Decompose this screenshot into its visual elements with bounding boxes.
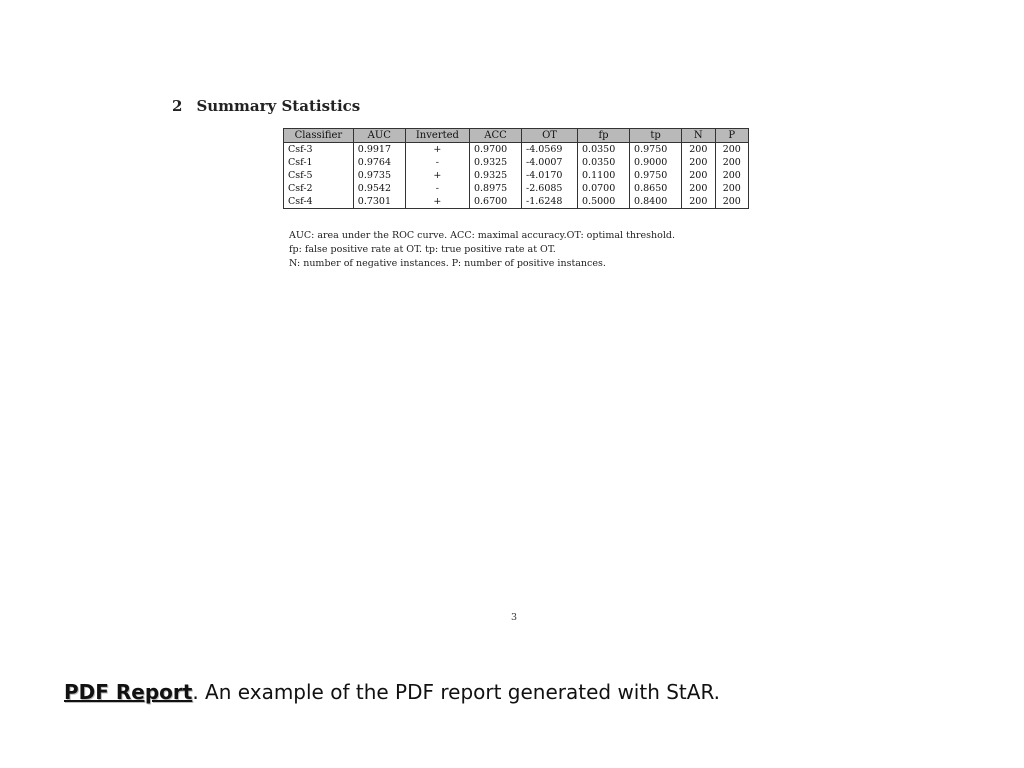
cell-p: 200 bbox=[715, 143, 748, 157]
cell-auc: 0.9735 bbox=[353, 169, 405, 182]
cell-inverted: + bbox=[405, 143, 469, 157]
cell-inverted: - bbox=[405, 182, 469, 195]
header-p: P bbox=[715, 129, 748, 143]
cell-ot: -4.0569 bbox=[522, 143, 578, 157]
header-acc: ACC bbox=[469, 129, 521, 143]
cell-auc: 0.9917 bbox=[353, 143, 405, 157]
cell-classifier: Csf-4 bbox=[284, 195, 354, 209]
header-ot: OT bbox=[522, 129, 578, 143]
cell-n: 200 bbox=[682, 195, 715, 209]
cell-tp: 0.9750 bbox=[630, 169, 682, 182]
cell-auc: 0.9764 bbox=[353, 156, 405, 169]
header-classifier: Classifier bbox=[284, 129, 354, 143]
cell-classifier: Csf-3 bbox=[284, 143, 354, 157]
table-notes bbox=[289, 229, 675, 271]
table-row bbox=[284, 143, 749, 157]
table-row bbox=[284, 156, 749, 169]
cell-n: 200 bbox=[682, 182, 715, 195]
summary-table bbox=[283, 128, 749, 209]
header-n: N bbox=[682, 129, 715, 143]
cell-acc: 0.8975 bbox=[469, 182, 521, 195]
cell-p: 200 bbox=[715, 156, 748, 169]
note-line: N: number of negative instances. P: number of positive instances. bbox=[289, 258, 606, 269]
header-auc: AUC bbox=[353, 129, 405, 143]
cell-fp: 0.5000 bbox=[578, 195, 630, 209]
note-line: fp: false positive rate at OT. tp: true positive rate at OT. bbox=[289, 244, 556, 255]
table-row bbox=[284, 195, 749, 209]
section-number: 2 bbox=[172, 97, 183, 115]
cell-tp: 0.8400 bbox=[630, 195, 682, 209]
caption-text: . An example of the PDF report generated with StAR. bbox=[192, 680, 720, 704]
cell-classifier: Csf-5 bbox=[284, 169, 354, 182]
cell-fp: 0.0350 bbox=[578, 143, 630, 157]
section-title: Summary Statistics bbox=[196, 97, 361, 115]
cell-inverted: - bbox=[405, 156, 469, 169]
cell-tp: 0.9000 bbox=[630, 156, 682, 169]
page-number: 3 bbox=[511, 612, 518, 623]
cell-tp: 0.9750 bbox=[630, 143, 682, 157]
cell-p: 200 bbox=[715, 195, 748, 209]
cell-fp: 0.0700 bbox=[578, 182, 630, 195]
header-fp: fp bbox=[578, 129, 630, 143]
cell-inverted: + bbox=[405, 169, 469, 182]
cell-p: 200 bbox=[715, 182, 748, 195]
cell-p: 200 bbox=[715, 169, 748, 182]
cell-ot: -2.6085 bbox=[522, 182, 578, 195]
cell-classifier: Csf-2 bbox=[284, 182, 354, 195]
slide-caption bbox=[64, 680, 720, 704]
cell-n: 200 bbox=[682, 169, 715, 182]
cell-tp: 0.8650 bbox=[630, 182, 682, 195]
cell-fp: 0.0350 bbox=[578, 156, 630, 169]
caption-title: PDF Report bbox=[64, 680, 193, 704]
section-heading bbox=[172, 97, 360, 115]
cell-ot: -1.6248 bbox=[522, 195, 578, 209]
cell-acc: 0.6700 bbox=[469, 195, 521, 209]
cell-auc: 0.7301 bbox=[353, 195, 405, 209]
cell-auc: 0.9542 bbox=[353, 182, 405, 195]
cell-fp: 0.1100 bbox=[578, 169, 630, 182]
cell-n: 200 bbox=[682, 143, 715, 157]
cell-acc: 0.9325 bbox=[469, 169, 521, 182]
header-inverted: Inverted bbox=[405, 129, 469, 143]
header-tp: tp bbox=[630, 129, 682, 143]
cell-n: 200 bbox=[682, 156, 715, 169]
cell-acc: 0.9325 bbox=[469, 156, 521, 169]
cell-ot: -4.0007 bbox=[522, 156, 578, 169]
cell-acc: 0.9700 bbox=[469, 143, 521, 157]
cell-classifier: Csf-1 bbox=[284, 156, 354, 169]
table-row bbox=[284, 169, 749, 182]
cell-inverted: + bbox=[405, 195, 469, 209]
note-line: AUC: area under the ROC curve. ACC: maximal accuracy.OT: optimal threshold. bbox=[289, 230, 676, 241]
cell-ot: -4.0170 bbox=[522, 169, 578, 182]
table-row bbox=[284, 182, 749, 195]
table-header-row bbox=[284, 129, 749, 143]
